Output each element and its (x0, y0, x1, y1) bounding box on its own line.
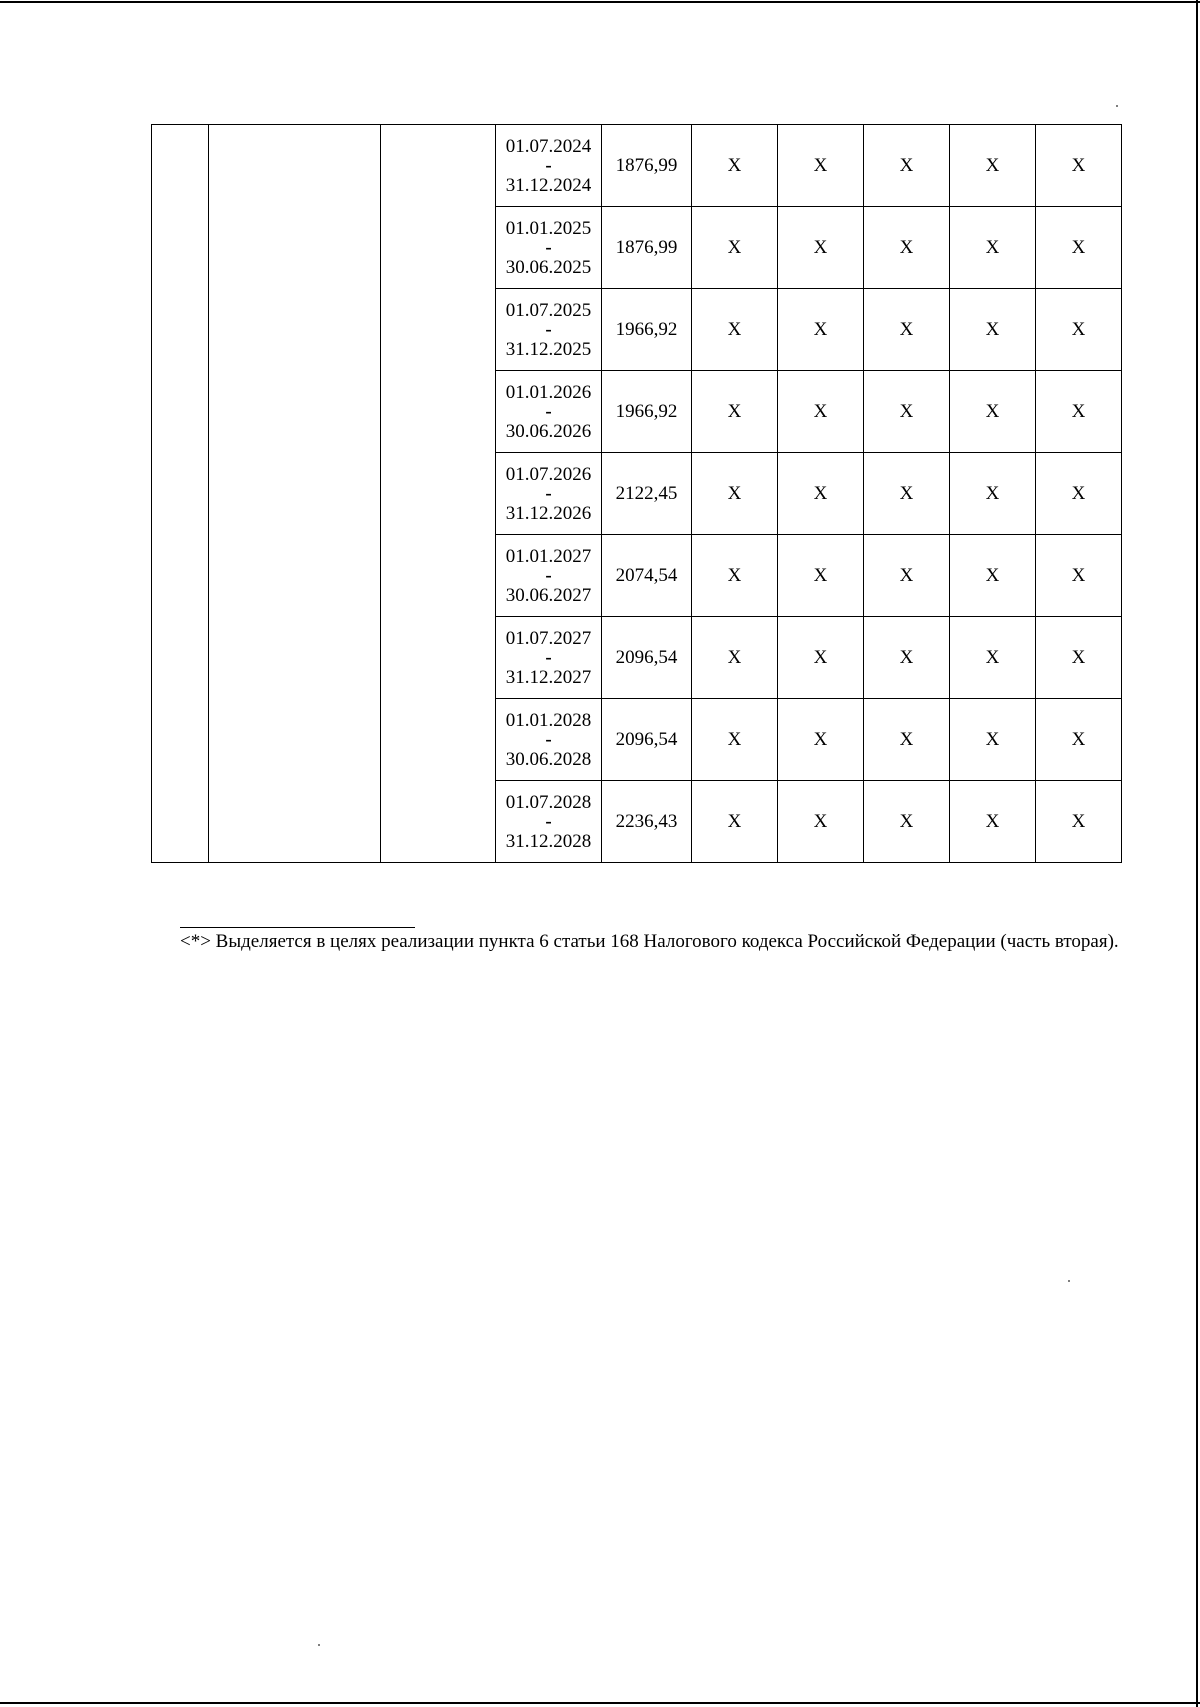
period-dash: - (545, 810, 552, 832)
scan-frame-top (0, 1, 1200, 3)
merged-name-cell (209, 125, 381, 863)
x-mark: X (692, 699, 778, 781)
x-mark: X (1036, 781, 1122, 863)
period-cell (496, 125, 602, 207)
x-mark: X (1036, 371, 1122, 453)
period-end: 31.12.2028 (505, 830, 592, 852)
x-mark: X (950, 289, 1036, 371)
x-mark: X (950, 617, 1036, 699)
x-mark: X (864, 371, 950, 453)
period-start: 01.01.2027 (505, 545, 592, 567)
x-mark: X (778, 453, 864, 535)
x-mark: X (1036, 699, 1122, 781)
scan-speck (318, 1644, 320, 1646)
tariff-value: 2096,54 (602, 617, 692, 699)
scan-speck (1116, 105, 1118, 107)
merged-category-cell (381, 125, 496, 863)
period-end: 31.12.2024 (505, 174, 592, 196)
period-cell (496, 781, 602, 863)
period-cell (496, 699, 602, 781)
footnote-text: <*> Выделяется в целях реализации пункта 6 статьи 168 Налогового кодекса Российской Федерации (часть вторая). (180, 931, 1119, 952)
period-dash: - (545, 400, 552, 422)
x-mark: X (950, 125, 1036, 207)
period-cell (496, 289, 602, 371)
x-mark: X (692, 535, 778, 617)
period-cell (496, 535, 602, 617)
period-start: 01.07.2026 (505, 463, 592, 485)
x-mark: X (1036, 289, 1122, 371)
period-end: 31.12.2027 (505, 666, 592, 688)
x-mark: X (692, 125, 778, 207)
period-dash: - (545, 646, 552, 668)
period-start: 01.07.2028 (505, 791, 592, 813)
x-mark: X (950, 371, 1036, 453)
x-mark: X (778, 371, 864, 453)
period-dash: - (545, 482, 552, 504)
x-mark: X (692, 617, 778, 699)
x-mark: X (778, 781, 864, 863)
period-cell (496, 617, 602, 699)
x-mark: X (1036, 125, 1122, 207)
x-mark: X (1036, 453, 1122, 535)
period-end: 31.12.2025 (505, 338, 592, 360)
x-mark: X (864, 125, 950, 207)
tariff-value: 2236,43 (602, 781, 692, 863)
period-cell (496, 207, 602, 289)
period-end: 30.06.2027 (505, 584, 592, 606)
x-mark: X (1036, 207, 1122, 289)
x-mark: X (692, 371, 778, 453)
tariff-value: 2074,54 (602, 535, 692, 617)
period-end: 30.06.2026 (505, 420, 592, 442)
period-cell (496, 371, 602, 453)
x-mark: X (864, 207, 950, 289)
x-mark: X (864, 617, 950, 699)
period-dash: - (545, 154, 552, 176)
tariff-value: 1876,99 (602, 125, 692, 207)
period-dash: - (545, 564, 552, 586)
x-mark: X (1036, 617, 1122, 699)
x-mark: X (692, 781, 778, 863)
period-start: 01.07.2027 (505, 627, 592, 649)
x-mark: X (864, 289, 950, 371)
period-end: 30.06.2025 (505, 256, 592, 278)
x-mark: X (692, 289, 778, 371)
period-start: 01.07.2024 (505, 135, 592, 157)
x-mark: X (692, 207, 778, 289)
x-mark: X (864, 535, 950, 617)
x-mark: X (778, 617, 864, 699)
tariff-value: 1966,92 (602, 289, 692, 371)
scan-frame-bottom (0, 1702, 1200, 1704)
table-row (152, 125, 1122, 207)
period-cell (496, 453, 602, 535)
scan-frame-right (1196, 0, 1198, 1707)
x-mark: X (778, 289, 864, 371)
x-mark: X (1036, 535, 1122, 617)
x-mark: X (864, 699, 950, 781)
merged-number-cell (152, 125, 209, 863)
x-mark: X (950, 453, 1036, 535)
period-dash: - (545, 236, 552, 258)
x-mark: X (864, 453, 950, 535)
period-start: 01.01.2028 (505, 709, 592, 731)
x-mark: X (778, 125, 864, 207)
x-mark: X (950, 699, 1036, 781)
period-end: 30.06.2028 (505, 748, 592, 770)
tariff-table (151, 124, 1122, 863)
period-start: 01.01.2025 (505, 217, 592, 239)
period-start: 01.07.2025 (505, 299, 592, 321)
table-body (152, 125, 1122, 863)
x-mark: X (778, 535, 864, 617)
period-end: 31.12.2026 (505, 502, 592, 524)
x-mark: X (950, 535, 1036, 617)
tariff-value: 1966,92 (602, 371, 692, 453)
x-mark: X (692, 453, 778, 535)
period-dash: - (545, 318, 552, 340)
x-mark: X (778, 699, 864, 781)
tariff-value: 1876,99 (602, 207, 692, 289)
period-dash: - (545, 728, 552, 750)
x-mark: X (950, 207, 1036, 289)
x-mark: X (778, 207, 864, 289)
tariff-value: 2096,54 (602, 699, 692, 781)
tariff-value: 2122,45 (602, 453, 692, 535)
x-mark: X (864, 781, 950, 863)
x-mark: X (950, 781, 1036, 863)
period-start: 01.01.2026 (505, 381, 592, 403)
scan-speck (1068, 1280, 1070, 1282)
